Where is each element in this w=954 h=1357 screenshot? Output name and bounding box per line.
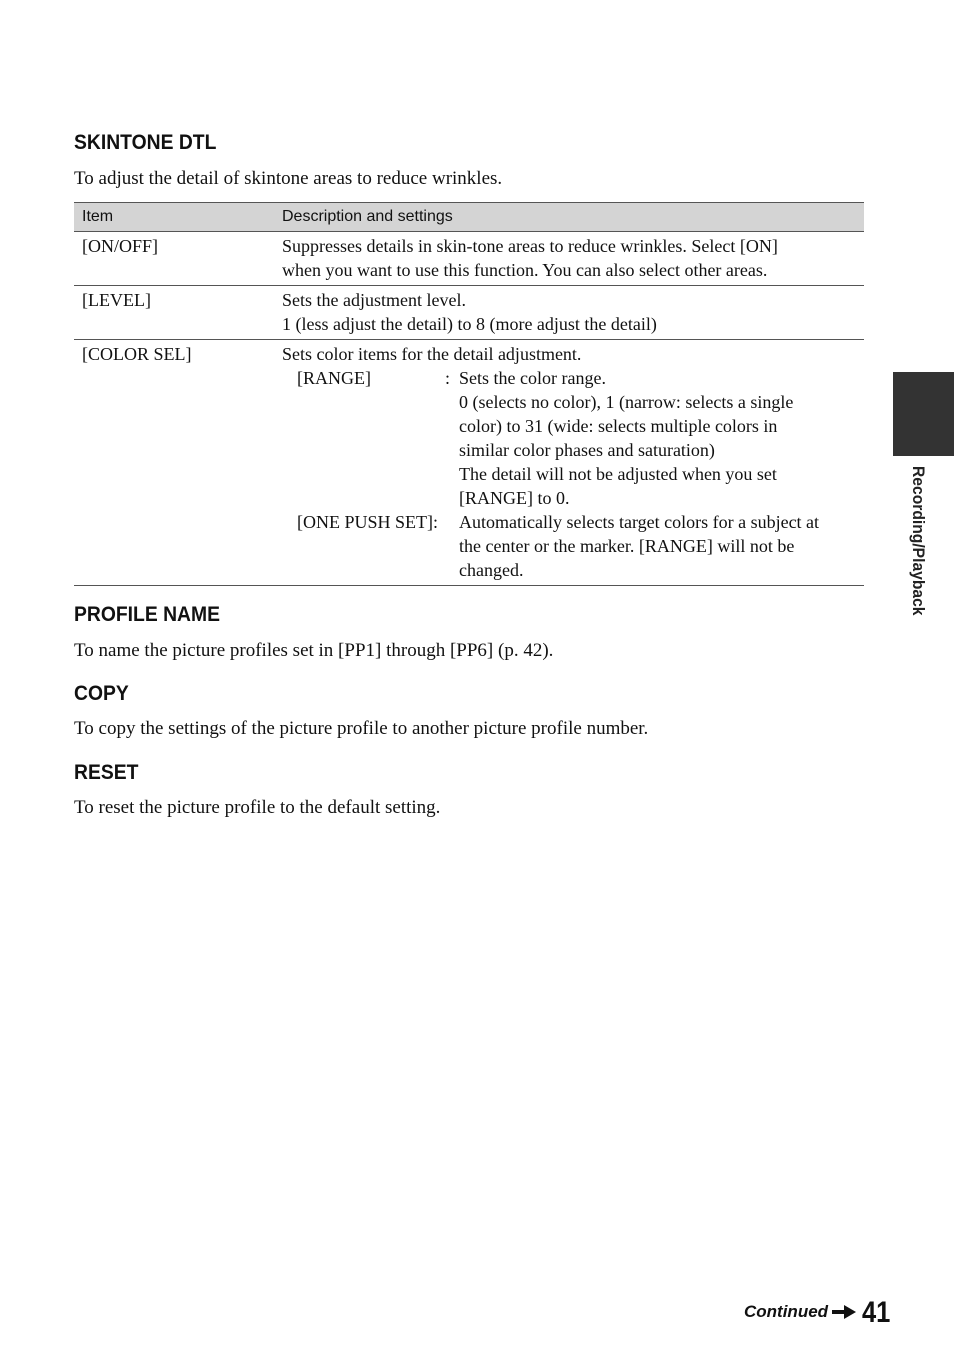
desc-line: Automatically selects target colors for a subject at <box>459 512 820 532</box>
heading-skintone-dtl: SKINTONE DTL <box>74 131 217 154</box>
settings-table <box>74 202 864 586</box>
sub-label-range: [RANGE] <box>297 368 371 388</box>
desc-line: 0 (selects no color), 1 (narrow: selects a single <box>459 392 794 412</box>
continued-label: Continued <box>744 1302 829 1321</box>
sub-colon <box>445 510 459 582</box>
desc-line: color) to 31 (wide: selects multiple colors in <box>459 416 778 436</box>
row-item-level: [LEVEL] <box>74 286 274 340</box>
intro-skintone-dtl: To adjust the detail of skintone areas to reduce wrinkles. <box>74 168 503 189</box>
desc-line: Sets the adjustment level. <box>282 290 466 310</box>
table-row <box>74 232 864 286</box>
desc-line: Sets color items for the detail adjustment. <box>282 344 582 364</box>
page-number: 41 <box>862 1296 891 1329</box>
sub-setting-one-push-set <box>297 510 856 582</box>
sub-desc-range <box>459 366 856 510</box>
chapter-tab-label: Recording/Playback <box>909 466 928 616</box>
row-desc-level <box>274 286 864 340</box>
row-item-on-off: [ON/OFF] <box>74 232 274 286</box>
sub-desc-one-push-set <box>459 510 856 582</box>
heading-copy: COPY <box>74 682 129 705</box>
sub-label-one-push-set: [ONE PUSH SET]: <box>297 512 439 532</box>
chapter-tab-marker <box>893 372 954 456</box>
desc-line: Sets the color range. <box>459 368 606 388</box>
row-desc-color-sel <box>274 340 864 586</box>
right-arrow-icon <box>832 1305 856 1319</box>
header-description: Description and settings <box>274 203 864 232</box>
desc-line: Suppresses details in skin-tone areas to reduce wrinkles. Select [ON] <box>282 236 778 256</box>
desc-line: changed. <box>459 560 524 580</box>
table-header-row <box>74 203 864 232</box>
desc-line: when you want to use this function. You can also select other areas. <box>282 260 768 280</box>
desc-line: the center or the marker. [RANGE] will not be <box>459 536 795 556</box>
intro-copy: To copy the settings of the picture profile to another picture profile number. <box>74 718 649 739</box>
row-desc-on-off <box>274 232 864 286</box>
row-item-color-sel: [COLOR SEL] <box>74 340 274 586</box>
table-row <box>74 286 864 340</box>
desc-line: [RANGE] to 0. <box>459 488 570 508</box>
page-footer <box>744 1290 914 1330</box>
desc-line: The detail will not be adjusted when you set <box>459 464 777 484</box>
heading-reset: RESET <box>74 761 139 784</box>
desc-line: similar color phases and saturation) <box>459 440 715 460</box>
desc-line: 1 (less adjust the detail) to 8 (more adjust the detail) <box>282 314 657 334</box>
heading-profile-name: PROFILE NAME <box>74 603 220 626</box>
header-item: Item <box>74 203 274 232</box>
intro-profile-name: To name the picture profiles set in [PP1] through [PP6] (p. 42). <box>74 640 554 661</box>
sub-setting-range <box>297 366 856 510</box>
intro-reset: To reset the picture profile to the default setting. <box>74 797 441 818</box>
table-row <box>74 340 864 586</box>
sub-colon: : <box>445 368 451 388</box>
